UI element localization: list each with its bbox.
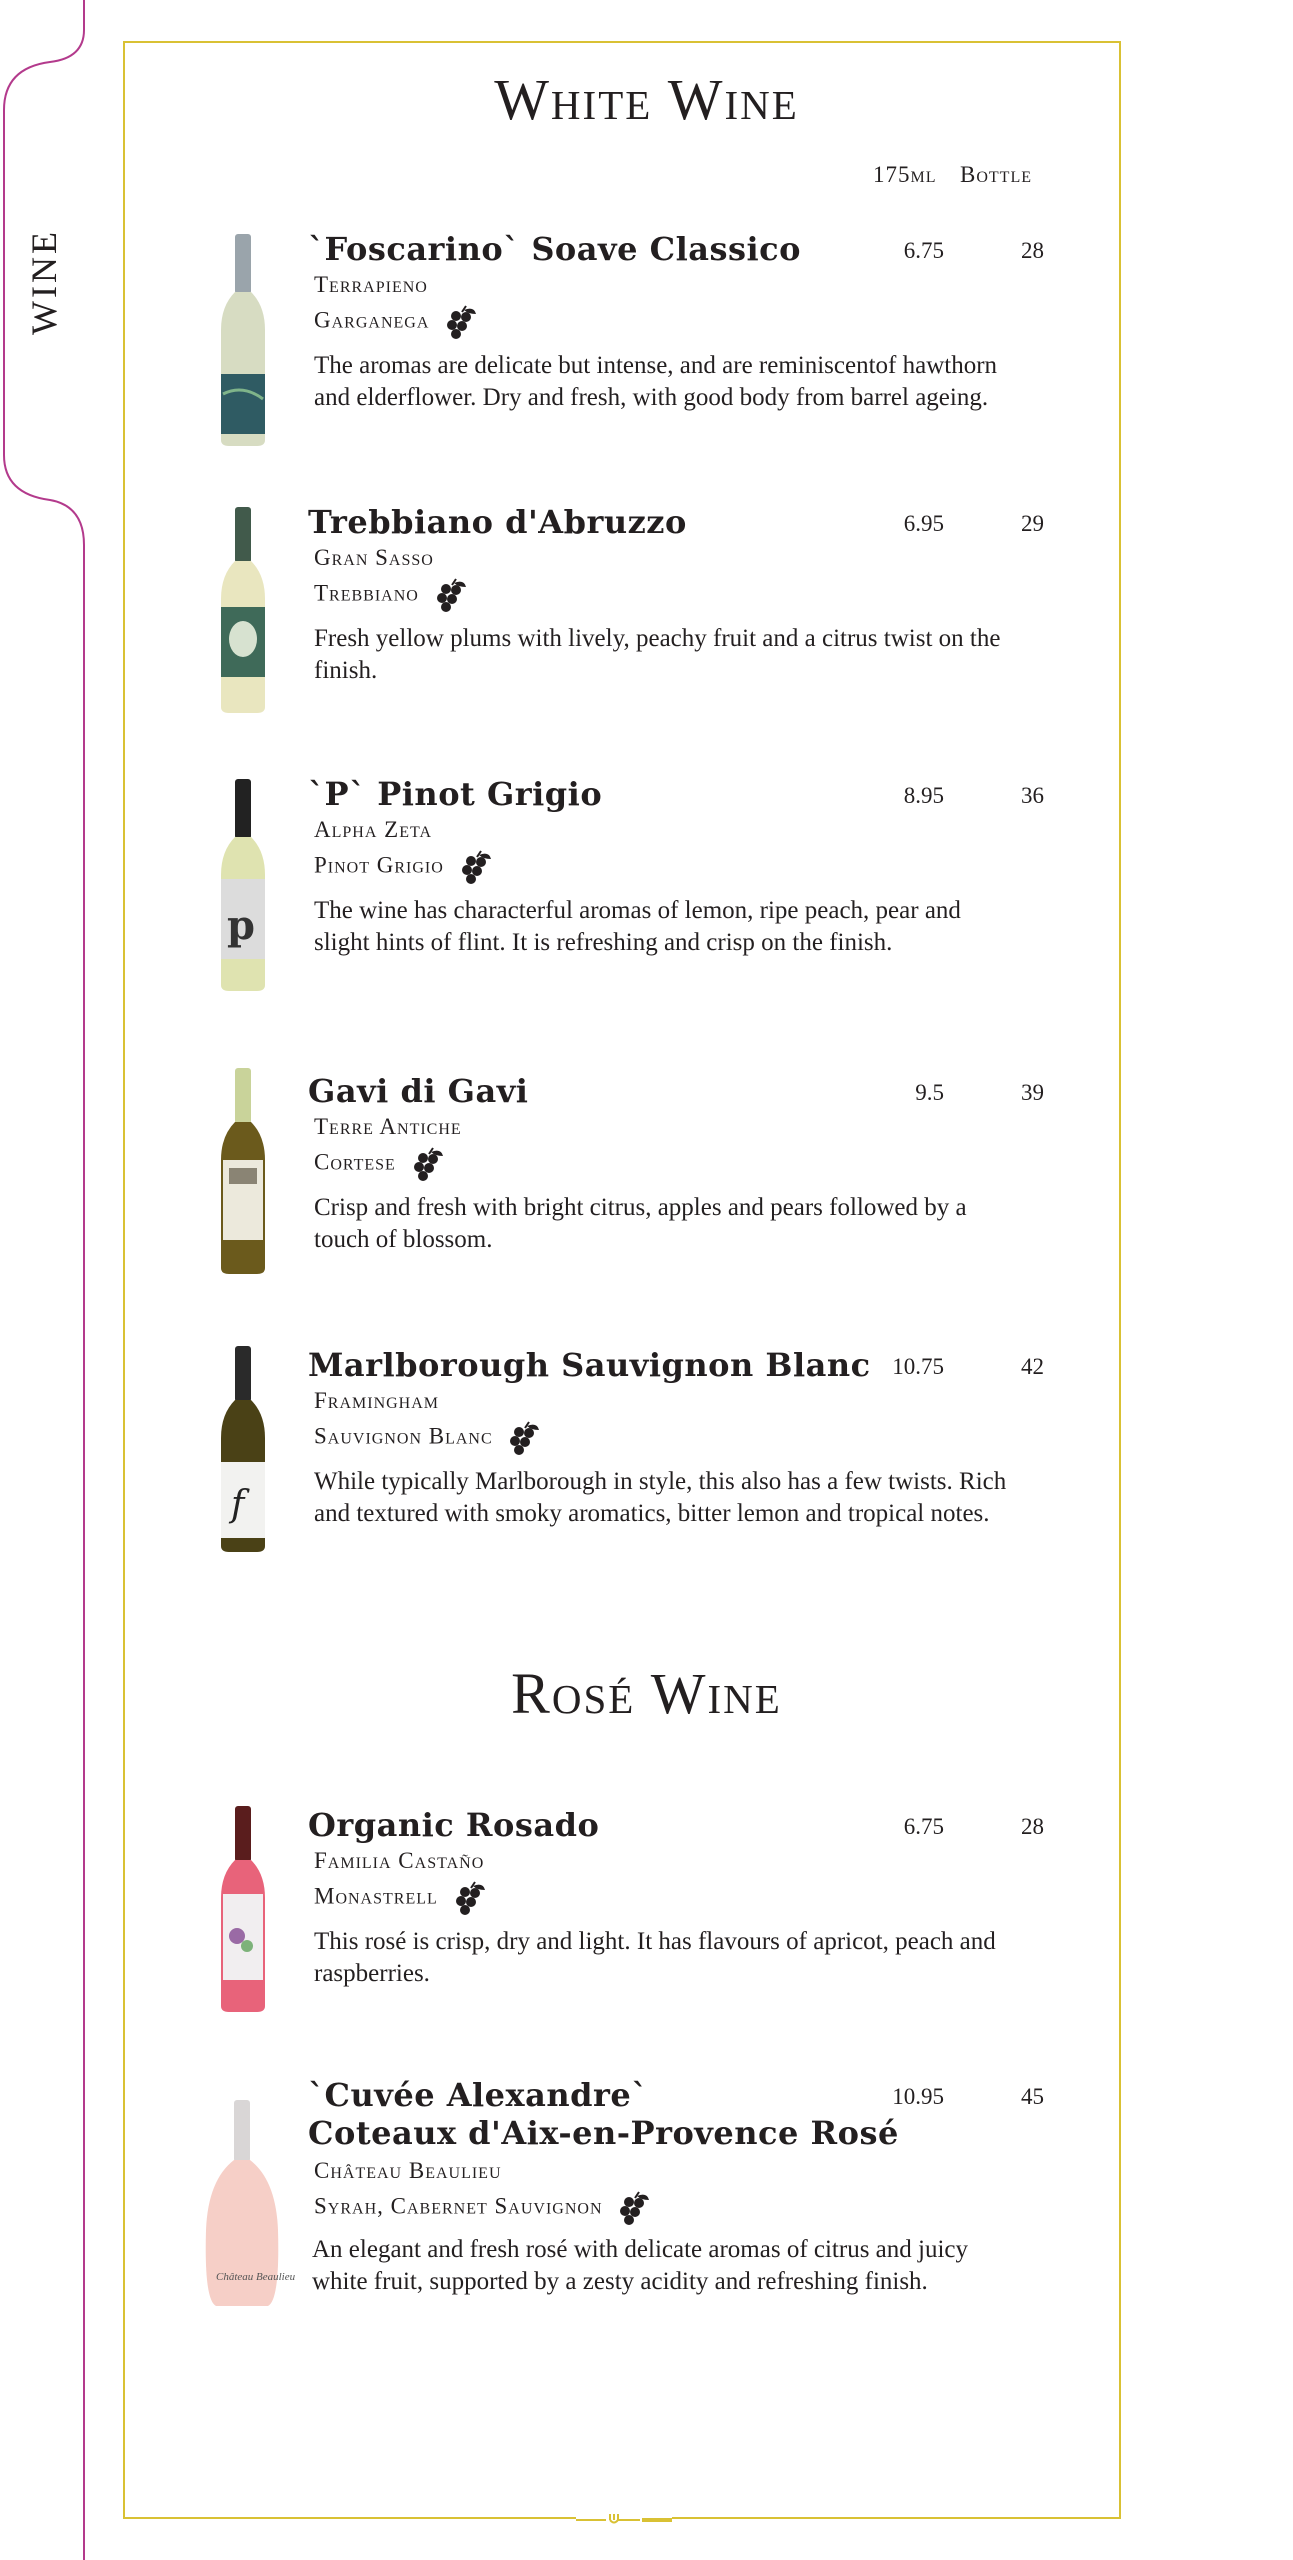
wine-grape (314, 2190, 651, 2226)
grape-label: Sauvignon Blanc (314, 1423, 493, 1449)
wine-name-line-1: `Cuvée Alexandre` (308, 2076, 648, 2114)
price-bottle: 28 (1021, 1814, 1044, 1839)
price-175ml: 6.75 (903, 238, 944, 263)
price-bottle: 42 (1021, 1354, 1044, 1379)
column-175ml-header: 175ml (873, 162, 937, 187)
price-bottle: 29 (1021, 511, 1044, 536)
wine-grape (314, 849, 493, 885)
svg-text:p: p (227, 902, 255, 949)
wine-producer: Terre Antiche (314, 1114, 462, 1139)
wine-name: Gavi di Gavi (308, 1072, 529, 1110)
grape-icon (507, 1420, 541, 1456)
price-175ml: 8.95 (903, 783, 944, 808)
wine-grape (314, 577, 468, 613)
grape-label: Monastrell (314, 1883, 438, 1909)
grape-icon (444, 304, 478, 340)
wine-name: Trebbiano d'Abruzzo (308, 503, 687, 541)
price-175ml: 10.95 (892, 2084, 944, 2109)
wine-description: While typically Marlborough in style, this also has a few twists. Rich and textured with smoky aromatics, bitter lemon and tropical notes. (314, 1468, 1007, 1527)
wine-bottle-image (215, 234, 271, 446)
wine-name: `P` Pinot Grigio (308, 775, 603, 813)
wine-bottle-image (200, 2100, 296, 2310)
price-bottle: 39 (1021, 1080, 1044, 1105)
price-175ml: 9.5 (915, 1080, 944, 1105)
grape-icon (617, 2190, 651, 2226)
side-tab-outline (0, 0, 100, 2560)
wine-bottle-image (215, 1346, 271, 1552)
grape-icon (434, 577, 468, 613)
wine-grape (314, 1146, 445, 1182)
price-bottle: 45 (1021, 2084, 1044, 2109)
svg-text:Château Beaulieu: Château Beaulieu (216, 2271, 296, 2283)
grape-label: Syrah, Cabernet Sauvignon (314, 2193, 603, 2219)
wine-producer: Framingham (314, 1388, 440, 1413)
wine-name: Organic Rosado (308, 1806, 600, 1844)
wine-producer: Château Beaulieu (314, 2158, 502, 2183)
wine-description: The wine has characterful aromas of lemon, ripe peach, pear and slight hints of flint. It is refreshing and crisp on the finish. (314, 897, 961, 956)
grape-icon (411, 1146, 445, 1182)
grape-label: Cortese (314, 1149, 396, 1175)
rose-wine-heading: Rosé Wine (511, 1661, 782, 1726)
wine-bottle-image (215, 1068, 271, 1274)
wine-producer: Familia Castaño (314, 1848, 485, 1873)
wine-name: Marlborough Sauvignon Blanc (308, 1346, 871, 1384)
wine-grape (314, 1420, 541, 1456)
price-bottle: 28 (1021, 238, 1044, 263)
wine-name: `Foscarino` Soave Classico (308, 230, 801, 268)
grape-label: Pinot Grigio (314, 852, 444, 878)
wine-bottle-image (215, 779, 271, 991)
column-bottle-header: Bottle (960, 162, 1032, 187)
wine-description: An elegant and fresh rosé with delicate aromas of citrus and juicy white fruit, supported by a zesty acidity and refreshing finish. (312, 2236, 969, 2295)
grape-label: Trebbiano (314, 580, 419, 606)
grape-icon (453, 1880, 487, 1916)
wine-producer: Gran Sasso (314, 545, 434, 570)
price-175ml: 10.75 (892, 1354, 944, 1379)
fork-ornament-icon (576, 2510, 672, 2530)
wine-grape (314, 1880, 487, 1916)
side-tab-label[interactable]: WINE (24, 229, 64, 335)
price-bottle: 36 (1021, 783, 1044, 808)
wine-description: Crisp and fresh with bright citrus, apples and pears followed by a touch of blossom. (314, 1194, 967, 1253)
wine-description: The aromas are delicate but intense, and are reminiscentof hawthorn and elderflower. Dry and fresh, with good body from barrel ageing. (314, 352, 998, 411)
wine-name-line-2: Coteaux d'Aix-en-Provence Rosé (308, 2114, 899, 2152)
grape-icon (459, 849, 493, 885)
wine-grape (314, 304, 478, 340)
wine-bottle-image (215, 507, 271, 713)
wine-bottle-image (215, 1806, 271, 2012)
wine-description: This rosé is crisp, dry and light. It has flavours of apricot, peach and raspberries. (314, 1928, 996, 1987)
price-175ml: 6.75 (903, 1814, 944, 1839)
wine-producer: Terrapieno (314, 272, 428, 297)
svg-text:f: f (231, 1484, 245, 1525)
wine-producer: Alpha Zeta (314, 817, 433, 842)
price-175ml: 6.95 (903, 511, 944, 536)
grape-label: Garganega (314, 307, 430, 333)
wine-description: Fresh yellow plums with lively, peachy fruit and a citrus twist on the finish. (314, 625, 1001, 684)
white-wine-heading: White Wine (494, 67, 799, 132)
